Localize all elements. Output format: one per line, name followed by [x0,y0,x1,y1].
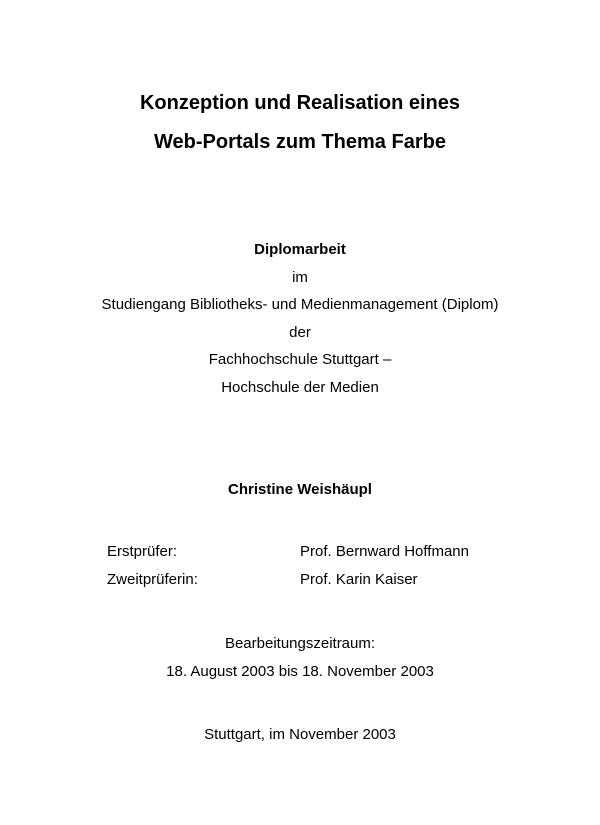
period-range: 18. August 2003 bis 18. November 2003 [166,663,434,680]
thesis-title-line-2: Web-Portals zum Thema Farbe [154,131,446,153]
author-name: Christine Weishäupl [228,481,372,498]
examiner-role-second: Zweitprüferin: [107,571,198,588]
place-date: Stuttgart, im November 2003 [204,726,396,743]
institution-line-2: Hochschule der Medien [221,379,379,396]
study-program: Studiengang Bibliotheks- und Medienmanagement (Diplom) [101,296,499,313]
period-label: Bearbeitungszeitraum: [224,635,376,652]
preposition-im: im [292,269,308,286]
examiner-name-second: Prof. Karin Kaiser [300,571,418,588]
institution-line-1: Fachhochschule Stuttgart – [208,351,392,368]
examiner-role-first: Erstprüfer: [107,543,178,560]
examiner-name-first: Prof. Bernward Hoffmann [300,543,469,560]
thesis-title-line-1: Konzeption und Realisation eines [139,92,461,114]
preposition-der: der [289,324,311,341]
thesis-type: Diplomarbeit [254,241,346,258]
